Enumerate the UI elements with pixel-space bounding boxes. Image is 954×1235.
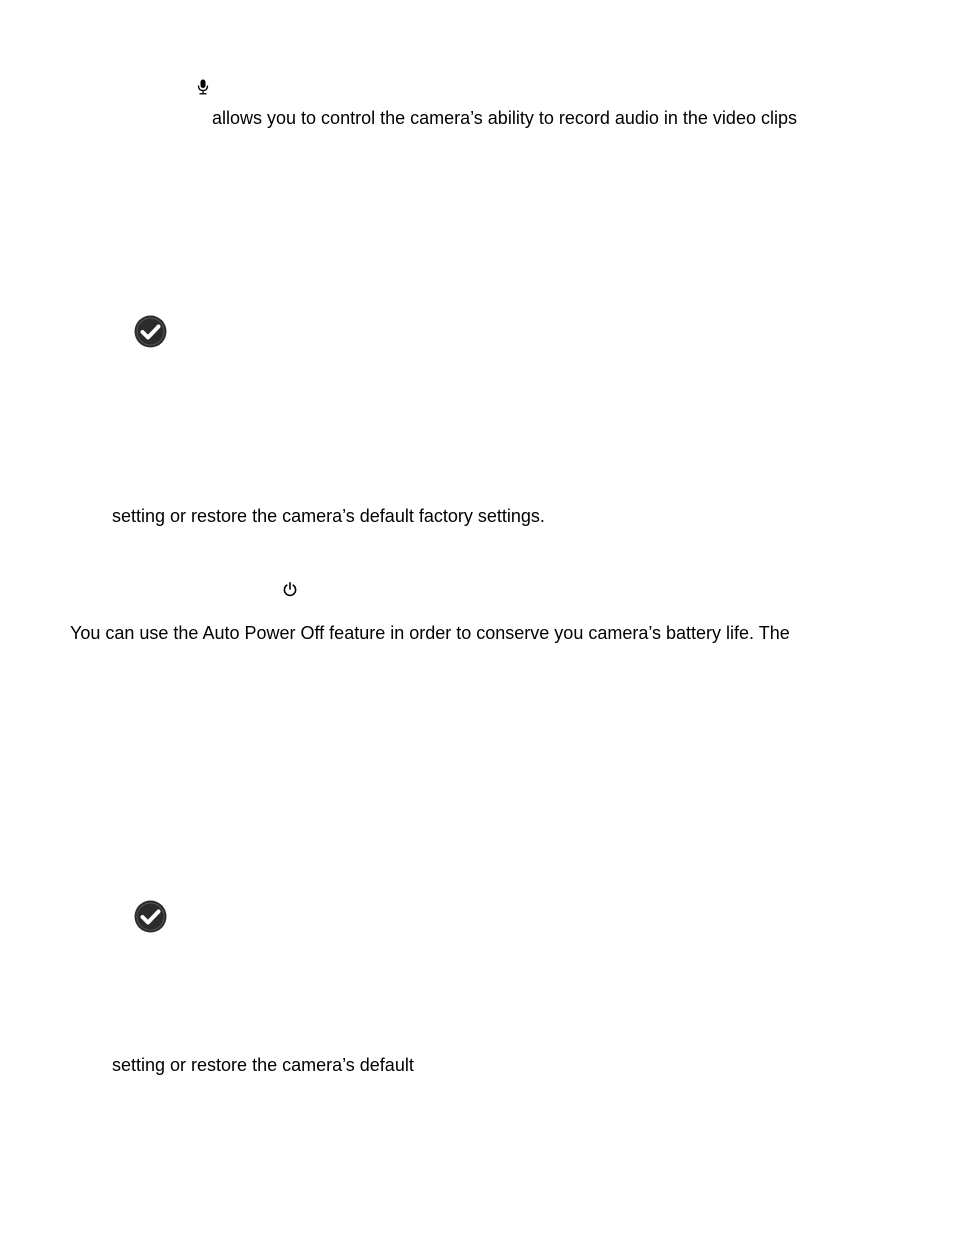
power-icon — [282, 581, 298, 597]
microphone-icon — [197, 79, 209, 95]
checkmark-circle-icon — [134, 900, 167, 933]
checkmark-circle-icon — [134, 315, 167, 348]
audio-tip-text: setting or restore the camera’s default factory settings. — [112, 506, 545, 526]
audio-description: allows you to control the camera’s ability to record audio in the video clips — [212, 108, 797, 128]
power-description: You can use the Auto Power Off feature in order to conserve you camera’s battery life. The — [70, 623, 790, 643]
power-tip-text: setting or restore the camera’s default — [112, 1055, 414, 1075]
